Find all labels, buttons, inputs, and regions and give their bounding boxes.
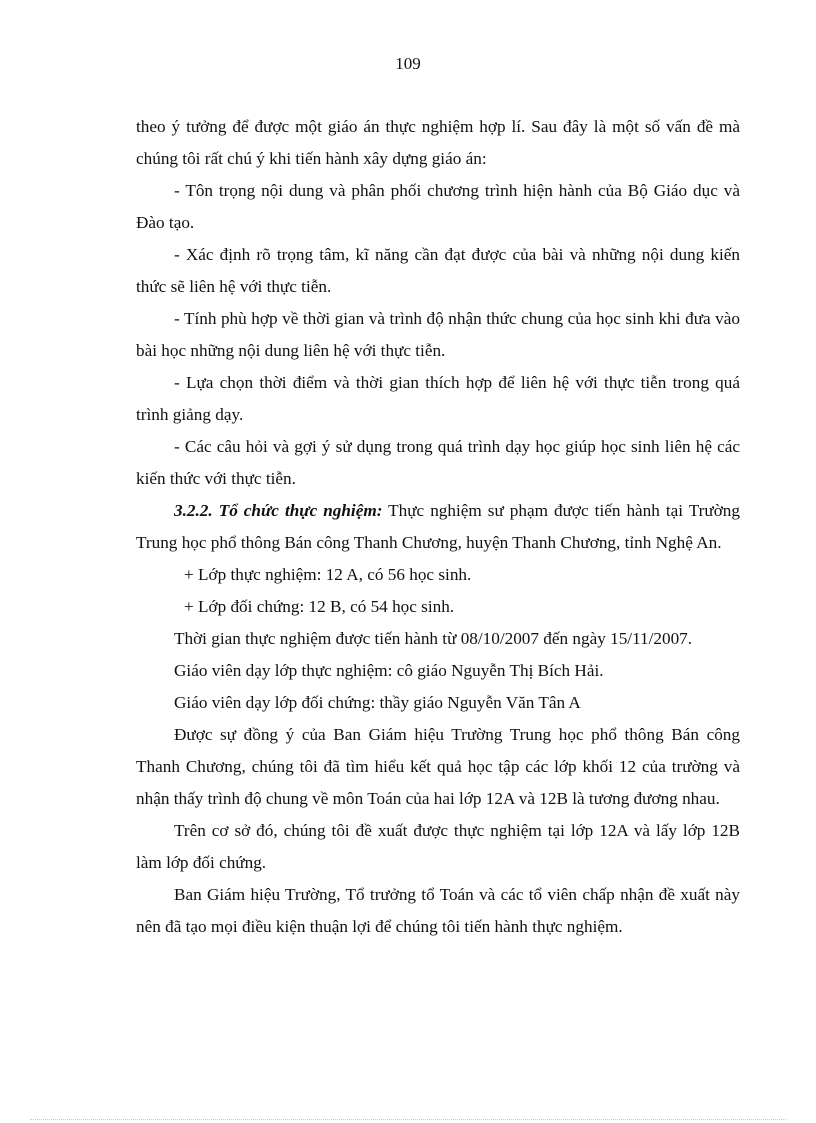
closing-paragraph: Được sự đồng ý của Ban Giám hiệu Trường Trung học phổ thông Bán công Thanh Chương, chúng tôi đã tìm hiểu kết quả học tập các lớp khối 12 của trường và nhận thấy trình độ chung về môn Toán của hai lớp 12A và 12B là tương đương nhau. — [136, 725, 740, 808]
section-body: Thực nghiệm sư phạm được tiến hành tại Trường Trung học phổ thông Bán công Thanh Chương, huyện Thanh Chương, tỉnh Nghệ An. — [136, 501, 740, 552]
list-item: - Xác định rõ trọng tâm, kĩ năng cần đạt được của bài và những nội dung kiến thức sẽ liên hệ với thực tiễn. — [136, 245, 740, 296]
document-body — [136, 111, 740, 943]
section-heading: 3.2.2. Tổ chức thực nghiệm: — [174, 501, 383, 520]
class-item: + Lớp đối chứng: 12 B, có 54 học sinh. — [184, 597, 455, 616]
section-paragraph — [136, 495, 740, 559]
detail-line: Giáo viên dạy lớp thực nghiệm: cô giáo Nguyễn Thị Bích Hải. — [174, 661, 604, 680]
detail-line: Thời gian thực nghiệm được tiến hành từ 08/10/2007 đến ngày 15/11/2007. — [174, 629, 693, 648]
closing-paragraph: Trên cơ sở đó, chúng tôi đề xuất được thực nghiệm tại lớp 12A và lấy lớp 12B làm lớp đối chứng. — [136, 821, 740, 872]
intro-paragraph: theo ý tưởng để được một giáo án thực nghiệm hợp lí. Sau đây là một số vấn đề mà chúng tôi rất chú ý khi tiến hành xây dựng giáo án: — [136, 117, 740, 168]
page-bottom-divider — [30, 1119, 786, 1120]
class-item: + Lớp thực nghiệm: 12 A, có 56 học sinh. — [184, 565, 472, 584]
list-item: - Tính phù hợp về thời gian và trình độ nhận thức chung của học sinh khi đưa vào bài học những nội dung liên hệ với thực tiễn. — [136, 309, 740, 360]
list-item: - Lựa chọn thời điểm và thời gian thích hợp để liên hệ với thực tiễn trong quá trình giảng dạy. — [136, 373, 740, 424]
list-item: - Các câu hỏi và gợi ý sử dụng trong quá trình dạy học giúp học sinh liên hệ các kiến thức với thực tiễn. — [136, 437, 740, 488]
detail-line: Giáo viên dạy lớp đối chứng: thầy giáo Nguyễn Văn Tân A — [174, 693, 581, 712]
closing-paragraph: Ban Giám hiệu Trường, Tổ trưởng tổ Toán và các tổ viên chấp nhận đề xuất này nên đã tạo mọi điều kiện thuận lợi để chúng tôi tiến hành thực nghiệm. — [136, 885, 740, 936]
page-number: 109 — [395, 54, 421, 73]
list-item: - Tôn trọng nội dung và phân phối chương trình hiện hành của Bộ Giáo dục và Đào tạo. — [136, 181, 740, 232]
